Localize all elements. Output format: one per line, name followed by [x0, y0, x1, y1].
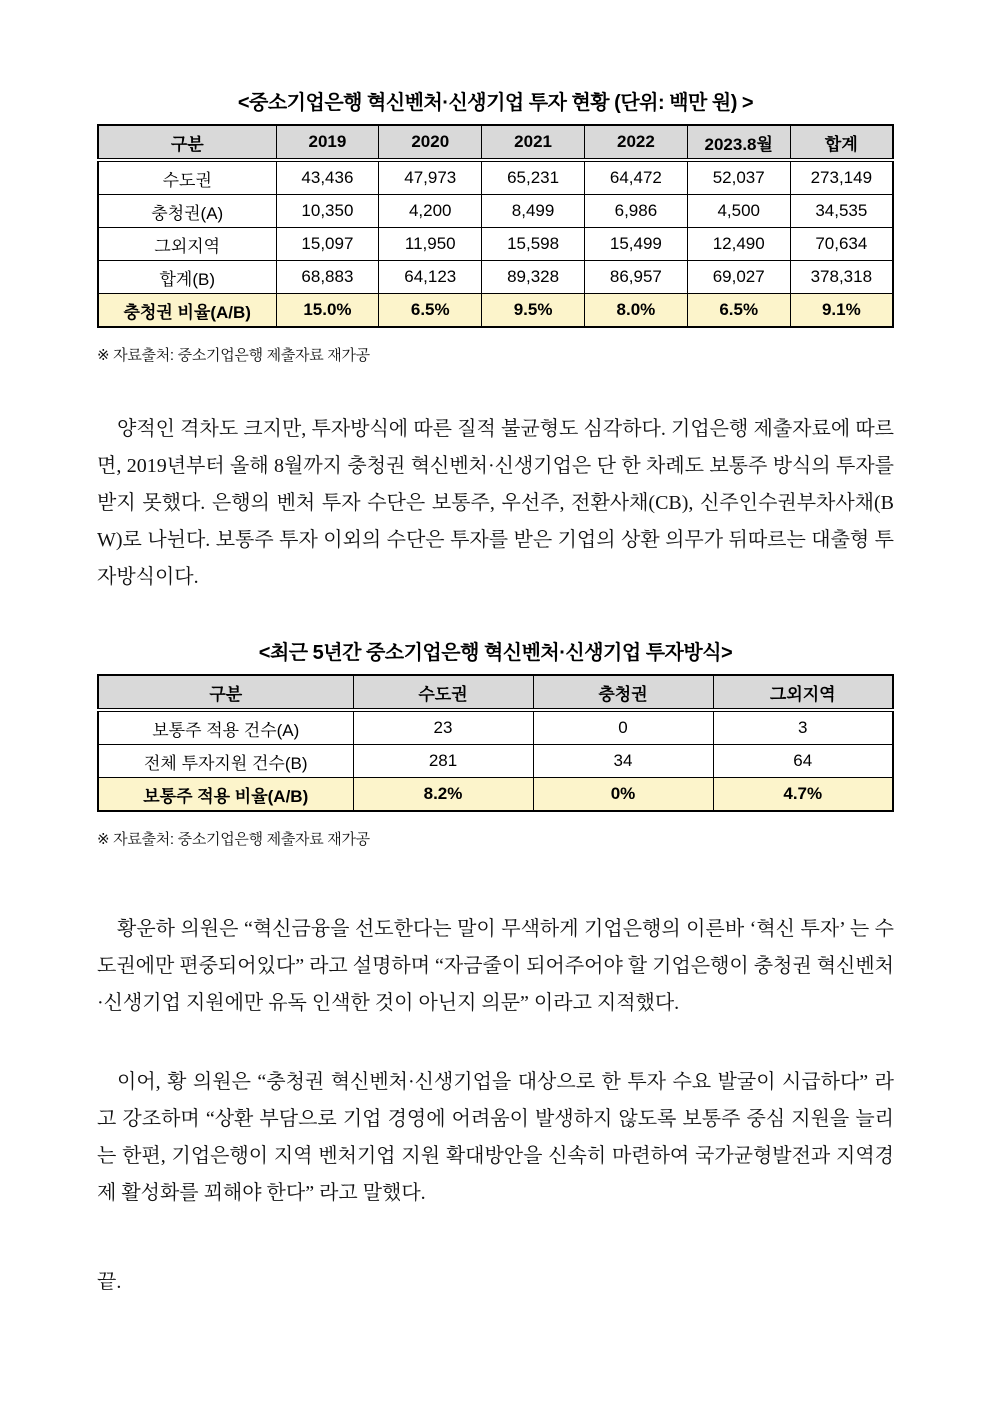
table-header-cell: 구분 [98, 675, 353, 710]
table-row [98, 228, 893, 261]
table-cell: 378,318 [790, 261, 893, 294]
table-header-cell: 2021 [482, 125, 585, 160]
table-header-row [98, 125, 893, 160]
table2-title: <최근 5년간 중소기업은행 혁신벤처·신생기업 투자방식> [258, 642, 733, 664]
row-label: 충청권 비율(A/B) [98, 294, 276, 328]
table-cell: 8.0% [584, 294, 687, 328]
table-header-cell: 2022 [584, 125, 687, 160]
table-header-cell: 2019 [276, 125, 379, 160]
table-cell: 65,231 [482, 160, 585, 195]
table-cell: 6.5% [379, 294, 482, 328]
table-row [98, 710, 893, 745]
table-cell: 15,598 [482, 228, 585, 261]
table-cell: 9.5% [482, 294, 585, 328]
table-cell: 6.5% [687, 294, 790, 328]
table-cell: 34,535 [790, 195, 893, 228]
table-row [98, 261, 893, 294]
table-cell: 89,328 [482, 261, 585, 294]
table-cell: 9.1% [790, 294, 893, 328]
table-cell: 64,123 [379, 261, 482, 294]
table-row [98, 160, 893, 195]
row-label: 보통주 적용 비율(A/B) [98, 778, 353, 812]
table-header-row [98, 675, 893, 710]
investment-status-table [97, 124, 894, 328]
row-label: 수도권 [98, 160, 276, 195]
table-cell: 52,037 [687, 160, 790, 195]
table-cell: 69,027 [687, 261, 790, 294]
table-cell: 4.7% [713, 778, 893, 812]
row-label: 충청권(A) [98, 195, 276, 228]
table-cell: 70,634 [790, 228, 893, 261]
table-header-cell: 2020 [379, 125, 482, 160]
table-cell: 15.0% [276, 294, 379, 328]
table-cell: 8,499 [482, 195, 585, 228]
table-cell: 4,500 [687, 195, 790, 228]
table-cell: 0 [533, 710, 713, 745]
table-cell: 281 [353, 745, 533, 778]
table-header-cell: 충청권 [533, 675, 713, 710]
row-label: 그외지역 [98, 228, 276, 261]
table-header-cell: 2023.8월 [687, 125, 790, 160]
table-cell: 15,499 [584, 228, 687, 261]
table-cell: 15,097 [276, 228, 379, 261]
row-label: 보통주 적용 건수(A) [98, 710, 353, 745]
table-cell: 68,883 [276, 261, 379, 294]
table-cell: 8.2% [353, 778, 533, 812]
row-label: 전체 투자지원 건수(B) [98, 745, 353, 778]
table-cell: 6,986 [584, 195, 687, 228]
table-cell: 23 [353, 710, 533, 745]
table-header-cell: 그외지역 [713, 675, 893, 710]
table-cell: 64 [713, 745, 893, 778]
table-header-cell: 수도권 [353, 675, 533, 710]
table-cell: 4,200 [379, 195, 482, 228]
table-cell: 273,149 [790, 160, 893, 195]
body-paragraph-1: 양적인 격차도 크지만, 투자방식에 따른 질적 불균형도 심각하다. 기업은행 제출자료에 따르면, 2019년부터 올해 8월까지 충청권 혁신벤처·신생기업은 단 한 차례도 보통주 방식의 투자를 받지 못했다. 은행의 벤처 투자 수단은 보통주, 우선주, 전환사채(CB), 신주인수권부차사채(BW)로 나뉜다. 보통주 투자 이외의 수단은 투자를 받은 기업의 상환 의무가 뒤따르는 대출형 투자방식이다. [97, 418, 894, 588]
table-row [98, 745, 893, 778]
table-cell: 12,490 [687, 228, 790, 261]
table-cell: 10,350 [276, 195, 379, 228]
investment-method-table [97, 674, 894, 812]
closing-text: 끝. [97, 1271, 122, 1293]
table-cell: 86,957 [584, 261, 687, 294]
table-header-cell: 합계 [790, 125, 893, 160]
table-cell: 47,973 [379, 160, 482, 195]
table-row-highlight [98, 778, 893, 812]
table-cell: 3 [713, 710, 893, 745]
table1-title: <중소기업은행 혁신벤처·신생기업 투자 현황 (단위: 백만 원) > [237, 92, 754, 114]
table-row-highlight [98, 294, 893, 328]
table-cell: 11,950 [379, 228, 482, 261]
body-paragraph-3: 이어, 황 의원은 “충청권 혁신벤처·신생기업을 대상으로 한 투자 수요 발굴이 시급하다” 라고 강조하며 “상환 부담으로 기업 경영에 어려움이 발생하지 않도록 보통주 중심 지원을 늘리는 한편, 기업은행이 지역 벤처기업 지원 확대방안을 신속히 마련하여 국가균형발전과 지역경제 활성화를 꾀해야 한다” 라고 말했다. [97, 1071, 894, 1204]
row-label: 합계(B) [98, 261, 276, 294]
table-cell: 34 [533, 745, 713, 778]
table-row [98, 195, 893, 228]
table-cell: 64,472 [584, 160, 687, 195]
table2-source-note: ※ 자료출처: 중소기업은행 제출자료 재가공 [97, 831, 370, 848]
table-header-cell: 구분 [98, 125, 276, 160]
table-cell: 0% [533, 778, 713, 812]
table1-source-note: ※ 자료출처: 중소기업은행 제출자료 재가공 [97, 347, 370, 364]
body-paragraph-2: 황운하 의원은 “혁신금융을 선도한다는 말이 무색하게 기업은행의 이른바 ‘혁신 투자’ 는 수도권에만 편중되어있다” 라고 설명하며 “자금줄이 되어주어야 할 기업은행이 충청권 혁신벤처·신생기업 지원에만 유독 인색한 것이 아닌지 의문” 이라고 지적했다. [97, 918, 894, 1014]
table-cell: 43,436 [276, 160, 379, 195]
